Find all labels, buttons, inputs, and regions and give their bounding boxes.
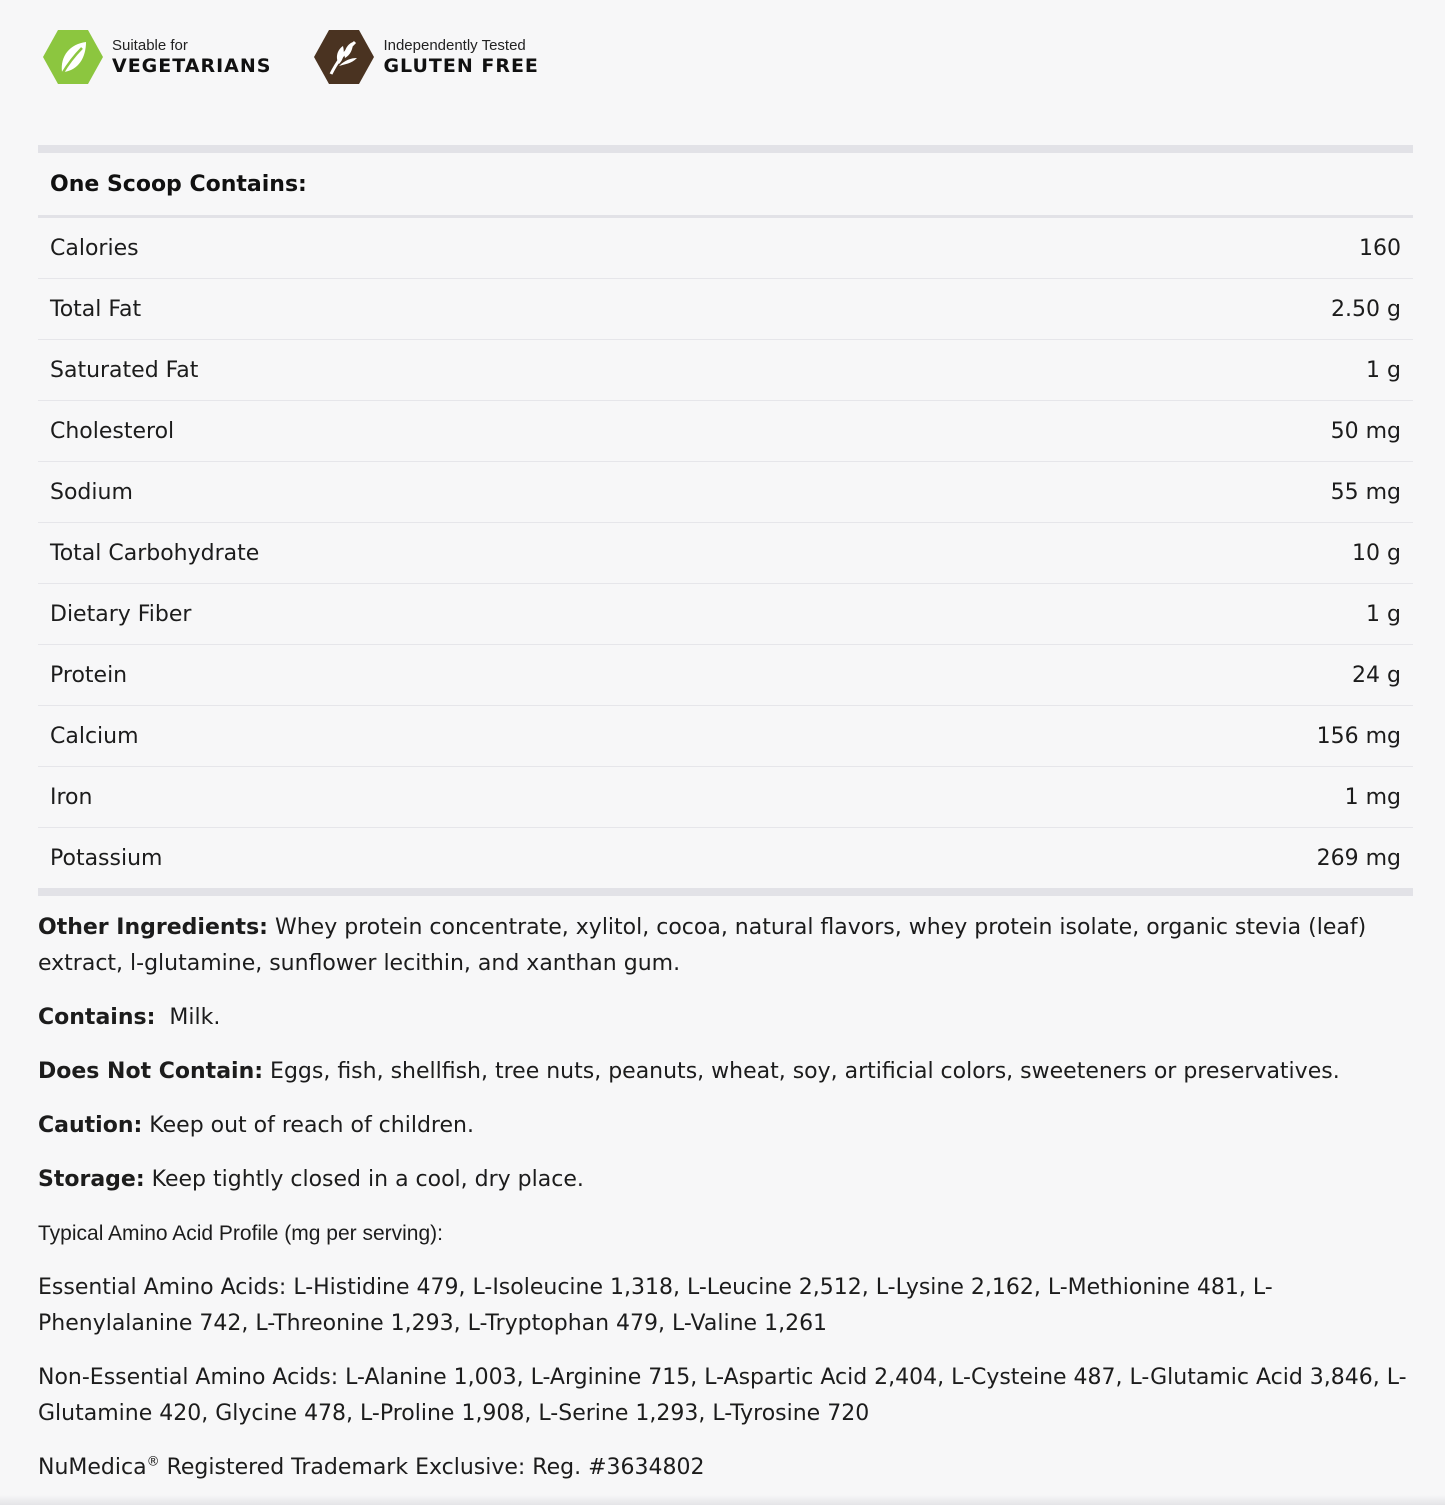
caution-label: Caution: bbox=[38, 1113, 143, 1138]
registered-mark: ® bbox=[146, 1454, 160, 1470]
nutrient-value: 24 g bbox=[1352, 662, 1401, 688]
amino-profile-title: Typical Amino Acid Profile (mg per serving): bbox=[38, 1222, 443, 1245]
vegetarian-badge-subtitle: Suitable for bbox=[112, 37, 188, 54]
nutrient-value: 2.50 g bbox=[1331, 296, 1401, 322]
nutrient-label: Saturated Fat bbox=[50, 357, 199, 383]
non-essential-amino-acids: Non-Essential Amino Acids: L-Alanine 1,003, L-Arginine 715, L-Aspartic Acid 2,404, L-Cysteine 487, L-Glutamic Acid 3,846, L-Glutamine 420, Glycine 478, L-Proline 1,908, L-Serine 1,293, L-Tyrosine 720 bbox=[38, 1365, 1407, 1426]
table-row bbox=[38, 279, 1413, 340]
table-row bbox=[38, 828, 1413, 888]
nutrient-label: Calories bbox=[50, 235, 139, 261]
nutrient-label: Cholesterol bbox=[50, 418, 175, 444]
nutrient-value: 1 mg bbox=[1344, 784, 1401, 810]
nutrient-value: 10 g bbox=[1352, 540, 1401, 566]
nutrient-value: 1 g bbox=[1366, 601, 1401, 627]
wheat-icon bbox=[313, 28, 375, 86]
nutrient-label: Sodium bbox=[50, 479, 133, 505]
trademark-text: Registered Trademark Exclusive: Reg. #3634802 bbox=[159, 1455, 705, 1480]
table-header: One Scoop Contains: bbox=[50, 171, 307, 197]
storage-label: Storage: bbox=[38, 1167, 145, 1192]
table-row bbox=[38, 645, 1413, 706]
nutrient-label: Calcium bbox=[50, 723, 139, 749]
storage bbox=[38, 1162, 1413, 1198]
nutrient-label: Iron bbox=[50, 784, 93, 810]
table-row bbox=[38, 401, 1413, 462]
trademark-brand: NuMedica bbox=[38, 1455, 147, 1480]
gluten-free-badge bbox=[313, 28, 538, 86]
table-row bbox=[38, 584, 1413, 645]
other-ingredients-label: Other Ingredients: bbox=[38, 915, 268, 940]
certification-badges bbox=[42, 28, 539, 86]
storage-text: Keep tightly closed in a cool, dry place. bbox=[144, 1167, 584, 1192]
essential-amino-acids: Essential Amino Acids: L-Histidine 479, L-Isoleucine 1,318, L-Leucine 2,512, L-Lysine 2,162, L-Methionine 481, L-Phenylalanine 742, L-Threonine 1,293, L-Tryptophan 479, L-Valine 1,261 bbox=[38, 1275, 1273, 1336]
nutrition-facts-table bbox=[38, 145, 1413, 896]
nutrient-value: 156 mg bbox=[1316, 723, 1401, 749]
nutrient-value: 55 mg bbox=[1330, 479, 1401, 505]
table-bottom-border bbox=[38, 888, 1413, 896]
other-ingredients-text: Whey protein concentrate, xylitol, cocoa, natural flavors, whey protein isolate, organic stevia (leaf) extract, l-glutamine, sunflower lecithin, and xanthan gum. bbox=[38, 915, 1367, 976]
nutrient-label: Total Fat bbox=[50, 296, 142, 322]
caution bbox=[38, 1108, 1413, 1144]
table-row bbox=[38, 462, 1413, 523]
nutrient-value: 269 mg bbox=[1316, 845, 1401, 871]
table-row bbox=[38, 340, 1413, 401]
contains-text: Milk. bbox=[155, 1005, 221, 1030]
gluten-badge-title: GLUTEN FREE bbox=[383, 55, 539, 77]
table-row bbox=[38, 706, 1413, 767]
table-row bbox=[38, 523, 1413, 584]
vegetarian-badge bbox=[42, 28, 271, 86]
nutrient-label: Dietary Fiber bbox=[50, 601, 192, 627]
nutrient-label: Protein bbox=[50, 662, 128, 688]
trademark-notice bbox=[38, 1450, 1413, 1486]
table-top-border bbox=[38, 145, 1413, 153]
other-ingredients bbox=[38, 910, 1413, 982]
nutrient-value: 50 mg bbox=[1330, 418, 1401, 444]
nutrient-label: Potassium bbox=[50, 845, 163, 871]
nutrient-value: 1 g bbox=[1366, 357, 1401, 383]
does-not-contain-label: Does Not Contain: bbox=[38, 1059, 264, 1084]
contains bbox=[38, 1000, 1413, 1036]
gluten-badge-subtitle: Independently Tested bbox=[383, 37, 526, 54]
contains-label: Contains: bbox=[38, 1005, 156, 1030]
does-not-contain bbox=[38, 1054, 1413, 1090]
nutrient-value: 160 bbox=[1359, 235, 1401, 261]
leaf-icon bbox=[42, 28, 104, 86]
bottom-edge-shade bbox=[0, 1495, 1445, 1505]
product-info bbox=[38, 910, 1413, 1504]
vegetarian-badge-title: VEGETARIANS bbox=[112, 55, 272, 77]
does-not-contain-text: Eggs, fish, shellfish, tree nuts, peanuts, wheat, soy, artificial colors, sweeteners or preservatives. bbox=[263, 1059, 1340, 1084]
caution-text: Keep out of reach of children. bbox=[142, 1113, 474, 1138]
table-row bbox=[38, 218, 1413, 279]
table-row bbox=[38, 767, 1413, 828]
nutrient-label: Total Carbohydrate bbox=[50, 540, 260, 566]
